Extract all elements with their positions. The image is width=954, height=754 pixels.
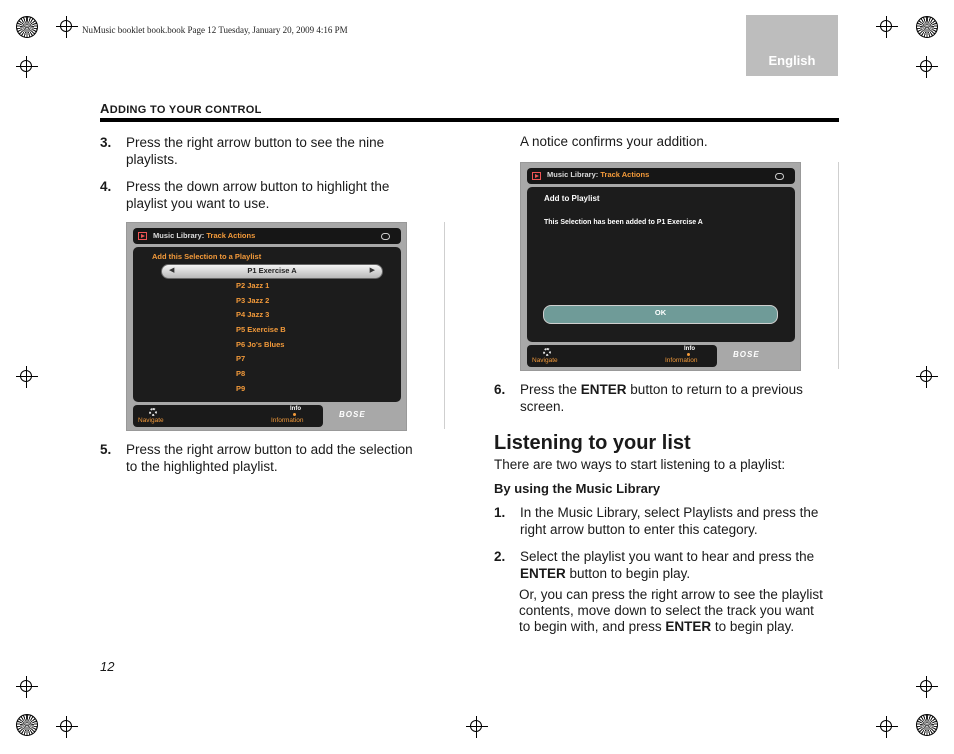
playlist-item[interactable]: P9: [236, 384, 246, 393]
crop-mark-bottom-center: [466, 716, 488, 738]
add-selection-prompt: Add this Selection to a Playlist: [152, 252, 262, 261]
step-5: [100, 441, 445, 477]
crop-mark-right-middle: [916, 366, 938, 388]
crop-mark-right-upper: [916, 56, 938, 78]
play-icon: [532, 172, 541, 180]
column-guide-line: [838, 162, 839, 369]
playlist-item[interactable]: P6 Jo's Blues: [236, 340, 285, 349]
screen-top-bar: [133, 228, 401, 244]
listening-heading: Listening to your list: [494, 432, 691, 454]
crop-mark-left-upper: [16, 56, 38, 78]
registration-dial-bottom-right: [916, 714, 938, 736]
playlist-item[interactable]: P2 Jazz 1: [236, 281, 270, 290]
step-number: 4.: [100, 179, 112, 194]
crop-mark-bottom-right: [876, 716, 898, 738]
step-number: 3.: [100, 135, 112, 150]
notice-text: A notice confirms your addition.: [520, 134, 708, 149]
bose-logo: BOSE: [733, 350, 760, 359]
information-label: Information: [665, 357, 698, 364]
alternative-instructions: Or, you can press the right arrow to see the playlist contents, move down to select the track you want to begin with, and press ENTER to begin play.: [519, 587, 823, 634]
registration-dial-top-right: [916, 16, 938, 38]
crop-mark-top-right: [876, 16, 898, 38]
screenshot-add-to-playlist-menu: [126, 222, 407, 431]
information-label: Information: [271, 417, 304, 424]
header-rule: [100, 118, 839, 122]
intro-text: There are two ways to start listening to a playlist:: [494, 457, 786, 472]
step-number: 2.: [494, 549, 506, 564]
step-4: [100, 178, 440, 214]
step-number: 5.: [100, 442, 112, 457]
playlist-item-label: P1 Exercise A: [247, 266, 297, 275]
section-title-rest: DDING TO YOUR CONTROL: [109, 104, 262, 116]
ok-button-label: OK: [654, 308, 667, 317]
navigate-icon: [149, 408, 157, 416]
step-1: [494, 504, 839, 540]
column-guide-line: [444, 222, 445, 429]
screen-main-panel: [133, 247, 401, 402]
library-label: Music Library: Track Actions: [547, 170, 650, 179]
info-key-label: Info: [684, 346, 695, 352]
step-6: [494, 381, 839, 417]
print-header-note: NuMusic booklet book.book Page 12 Tuesday, January 20, 2009 4:16 PM: [82, 25, 348, 35]
playlist-item[interactable]: P5 Exercise B: [236, 325, 286, 334]
registration-dial-bottom-left: [16, 714, 38, 736]
step-text: Press the down arrow button to highlight the playlist you want to use.: [126, 179, 390, 211]
step-text: Press the right arrow button to see the nine playlists.: [126, 135, 385, 167]
step-text: Select the playlist you want to hear and press the ENTER button to begin play.: [520, 549, 815, 581]
screenshot-added-confirmation: [520, 162, 801, 371]
crop-mark-left-lower: [16, 676, 38, 698]
right-arrow-icon: ▶: [369, 267, 375, 274]
step-text: In the Music Library, select Playlists and press the right arrow button to enter this category.: [520, 505, 819, 537]
info-dot-icon: [293, 413, 296, 416]
left-arrow-icon: ◀: [169, 267, 175, 274]
screen-main-panel: [527, 187, 795, 342]
navigate-label: Navigate: [532, 357, 558, 364]
playlist-item[interactable]: P4 Jazz 3: [236, 310, 270, 319]
step-text: Press the right arrow button to add the selection to the highlighted playlist.: [126, 442, 413, 474]
screen-bottom-bar: [527, 345, 717, 367]
step-text: Press the ENTER button to return to a previous screen.: [520, 382, 803, 414]
ok-button[interactable]: [543, 305, 778, 324]
dialog-title: Add to Playlist: [544, 194, 600, 203]
info-key-label: Info: [290, 406, 301, 412]
section-title-initial: A: [100, 101, 110, 116]
step-2: [494, 548, 839, 584]
subheading-music-library: By using the Music Library: [494, 481, 661, 496]
language-tab: [746, 15, 838, 76]
crop-mark-right-lower: [916, 676, 938, 698]
crop-mark-top-left: [56, 16, 78, 38]
playlist-item[interactable]: P8: [236, 369, 246, 378]
play-icon: [138, 232, 147, 240]
step-3: [100, 134, 440, 170]
step-number: 1.: [494, 505, 506, 520]
language-label: English: [768, 53, 816, 68]
library-label: Music Library: Track Actions: [153, 231, 256, 240]
page-number: 12: [100, 659, 115, 674]
playlist-item[interactable]: P7: [236, 354, 246, 363]
playlist-item[interactable]: P3 Jazz 2: [236, 296, 270, 305]
screen-bottom-bar: [133, 405, 323, 427]
dialog-message: This Selection has been added to P1 Exercise A: [544, 219, 703, 226]
power-icon: [775, 173, 784, 180]
screen-top-bar: [527, 168, 795, 184]
navigate-icon: [543, 348, 551, 356]
step-number: 6.: [494, 382, 506, 397]
info-dot-icon: [687, 353, 690, 356]
power-icon: [381, 233, 390, 240]
registration-dial-top-left: [16, 16, 38, 38]
navigate-label: Navigate: [138, 417, 164, 424]
bose-logo: BOSE: [339, 410, 366, 419]
crop-mark-left-middle: [16, 366, 38, 388]
section-title: [100, 101, 262, 116]
crop-mark-bottom-left: [56, 716, 78, 738]
section-heading: [494, 432, 691, 455]
playlist-item-selected[interactable]: [161, 264, 383, 279]
